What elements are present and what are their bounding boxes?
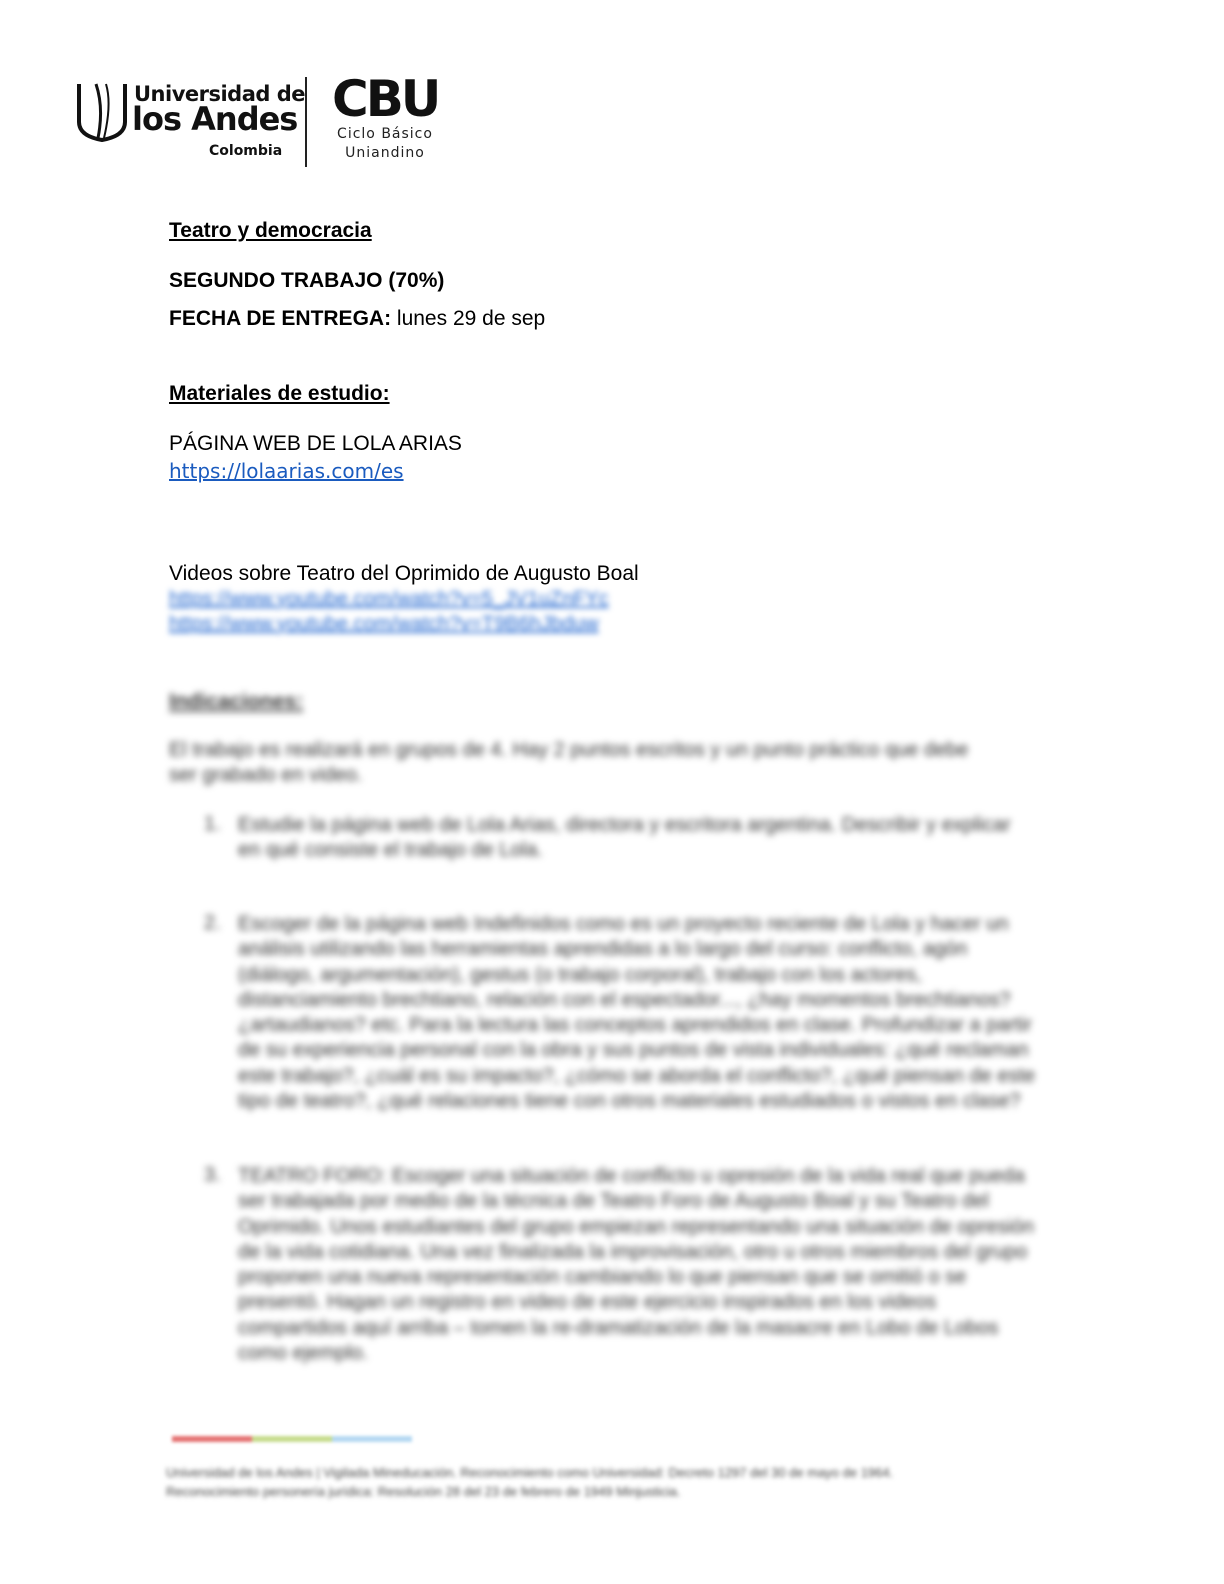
- instruction-item: [204, 1164, 1049, 1374]
- color-bar-segment-red: [172, 1436, 252, 1442]
- assignment-title: SEGUNDO TRABAJO (70%): [169, 269, 445, 292]
- website-title: PÁGINA WEB DE LOLA ARIAS: [169, 432, 462, 455]
- university-name-line1: Universidad de: [134, 82, 306, 106]
- instruction-item: [204, 813, 1034, 873]
- instruction-number: 2.: [204, 912, 221, 934]
- videos-title: Videos sobre Teatro del Oprimido de Augusto Boal: [169, 562, 639, 585]
- color-bar-segment-green: [252, 1436, 332, 1442]
- cbu-mark: CBU: [332, 70, 439, 128]
- color-bar-segment-blue: [332, 1436, 412, 1442]
- instruction-text: Escoger de la página web Indefinidos como es un proyecto reciente de Lola y hacer un análisis utilizando las herramientas aprendidas a lo largo del curso: conflicto, agón (diálogo, argumentación), gestus (o trabajo corporal), trabajo con los actores, distanciamiento brechtiano, relación con el espectador..., ¿hay momentos brechtianos? ¿artaudianos? etc. Para la lectura las conceptos aprendidos en clase. Profundizar a partir de su experiencia personal con la obra y sus puntos de vista individuales: ¿qué reclaman este trabajo?, ¿cuál es su impacto?, ¿cómo se aborda el conflicto?, ¿qué piensan de este tipo de teatro?, ¿qué relaciones tiene con otros materiales estudiados o vistos en clase?: [238, 913, 1036, 1113]
- materials-heading: Materiales de estudio:: [169, 382, 390, 405]
- logo-divider: [305, 77, 307, 167]
- video-link-1[interactable]: https://www.youtube.com/watch?v=5_JV1uZnFYc: [169, 588, 609, 610]
- university-name-line2: los Andes: [132, 100, 298, 138]
- website-link[interactable]: https://lolaarias.com/es: [169, 459, 404, 483]
- instruction-text: Estudie la página web de Lola Arias, directora y escritora argentina. Describir y explicar en qué consiste el trabajo de Lola.: [238, 814, 1011, 862]
- instruction-text: TEATRO FORO: Escoger una situación de conflicto u opresión de la vida real que pueda ser trabajada por medio de la técnica de Teatro Foro de Augusto Boal y su Teatro del Oprimido. Unos estudiantes del grupo empiezan representando una situación de opresión de la vida cotidiana. Una vez finalizada la improvisación, otro u otros miembros del grupo proponen una nueva representación cambiando lo que piensan que se omitió o se presentó. Hagan un registro en video de este ejercicio inspirados en los videos compartidos aquí arriba – tomen la re-dramatización de la masacre en Lobo de Lobos como ejemplo.: [238, 1165, 1035, 1365]
- due-date-value: lunes 29 de sep: [396, 307, 546, 330]
- university-country: Colombia: [209, 143, 283, 159]
- video-link-2[interactable]: https://www.youtube.com/watch?v=T9B6hJbduw: [169, 613, 599, 635]
- uniandes-shield-icon: [76, 80, 128, 142]
- instructions-heading: Indicaciones:: [169, 690, 304, 713]
- due-date-line: [169, 307, 545, 331]
- instruction-item: [204, 912, 1044, 1152]
- cbu-subtitle-line1: Ciclo Básico: [337, 126, 433, 142]
- due-date-label: FECHA DE ENTREGA:: [169, 307, 392, 330]
- instruction-number: 1.: [204, 813, 221, 835]
- cbu-logo: [330, 70, 450, 166]
- uniandes-logo: [76, 80, 306, 170]
- instructions-intro: El trabajo es realizará en grupos de 4. Hay 2 puntos escritos y un punto práctico que debe ser grabado en video.: [169, 739, 969, 786]
- instruction-number: 3.: [204, 1164, 221, 1186]
- course-title: Teatro y democracia: [169, 219, 372, 242]
- footer-color-bar: [172, 1436, 412, 1442]
- footer-legal-text: Universidad de los Andes | Vigilada Mineducación. Reconocimiento como Universidad: Decreto 1297 del 30 de mayo de 1964. Reconocimiento personería jurídica: Resolución 28 del 23 de febrero de 1949 Minjusticia.: [166, 1465, 894, 1499]
- cbu-subtitle-line2: Uniandino: [345, 145, 425, 161]
